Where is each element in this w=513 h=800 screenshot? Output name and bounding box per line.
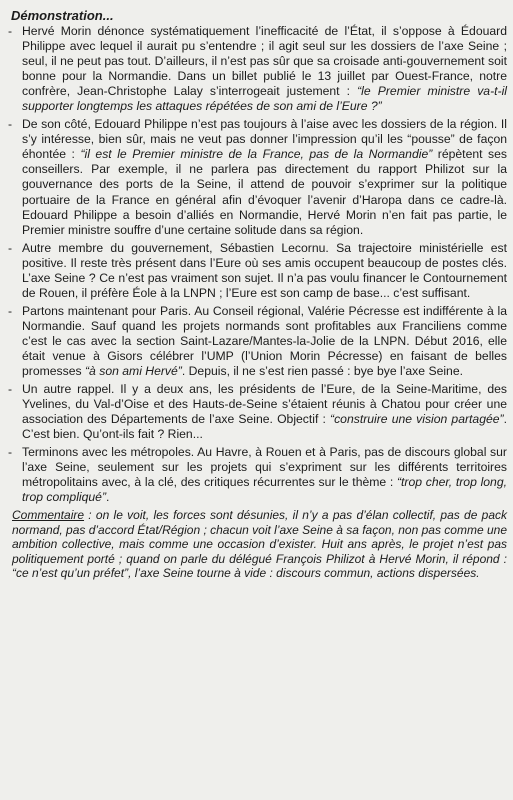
paragraph-item: [7, 241, 507, 301]
paragraph-list: [7, 24, 507, 505]
paragraph-text: Un autre rappel. Il y a deux ans, les présidents de l’Eure, de la Seine-Maritime, des Yvelines, du Val-d’Oise et des Hauts-de-Seine s’étaient réunis à Chatou pour créer une association des Départements de l’axe Seine. Objectif :: [22, 382, 507, 427]
bullet-dash: -: [8, 24, 13, 38]
bullet-dash: -: [8, 445, 13, 460]
commentary-paragraph: [7, 508, 507, 580]
bullet-dash: -: [8, 382, 13, 397]
paragraph-item: [7, 445, 507, 505]
quote-text: “à son ami Hervé”: [85, 364, 182, 379]
quote-text: “trop cher, trop long, trop compliqué”: [22, 475, 507, 505]
commentary-text: : on le voit, les forces sont désunies, il n’y a pas d’élan collectif, pas de pack normand, pas d’accord État/Région ; chacun voit l’axe Seine à sa façon, non pas comme une ambition collective, mais comme une occasion d’exister. Huit ans après, le projet n’est pas politiquement porté ; quand on parle du délégué François Philizot à Hervé Morin, il répond : “ce n’est qu’un préfet”, l’axe Seine tourne à vide : discours commun, actions dispersées.: [12, 508, 507, 581]
section-heading: Démonstration...: [11, 8, 114, 23]
paragraph-text: Autre membre du gouvernement, Sébastien Lecornu. Sa trajectoire ministérielle est positive. Il reste très présent dans l’Eure où ses amis occupent beaucoup de postes clés. L’axe Seine ? Ce n’est pas vraiment son sujet. Il n’a pas voulu financer le Contournement de Rouen, il préfère Éole à la LNPN ; l’Eure est son camp de base... c’est suffisant.: [22, 240, 507, 300]
paragraph-text: Terminons avec les métropoles. Au Havre, à Rouen et à Paris, pas de discours global sur l’axe Seine, seulement sur les projets qui s’expriment sur les différents territoires métropolitains avec, à la clé, des critiques récurrentes sur le thème :: [22, 445, 507, 490]
paragraph-item: [7, 304, 507, 379]
paragraph-text: répètent ses conseillers. Par exemple, il ne parlera pas directement du rapport Philizot sur la gouvernance des ports de la Seine, il attend de pouvoir s’exprimer sur la politique portuaire de la France en général afin d’évoquer l’avenir d’Haropa dans ce cadre-là. Edouard Philippe a besoin d’alliés en Normandie, Hervé Morin n’en fait pas partie, le Premier ministre souffre d’une certaine solitude dans sa région.: [22, 147, 507, 237]
quote-text: “le Premier ministre va-t-il supporter longtemps les attaques répétées de son ami de l’Eure ?”: [22, 84, 507, 114]
commentary-label: Commentaire: [12, 508, 85, 523]
bullet-dash: -: [8, 117, 13, 132]
quote-text: “il est le Premier ministre de la France, pas de la Normandie”: [80, 147, 433, 162]
paragraph-item: [7, 24, 507, 114]
paragraph-text: De son côté, Edouard Philippe n’est pas toujours à l’aise avec les dossiers de la région. Il s’y intéresse, bien sûr, mais ne veut pas donner l’impression qu’il les “pousse” de façon éhontée :: [22, 117, 507, 162]
bullet-dash: -: [8, 303, 13, 318]
quote-text: “construire une vision partagée”: [330, 412, 504, 427]
paragraph-text: .: [106, 490, 110, 505]
paragraph-text: Partons maintenant pour Paris. Au Conseil régional, Valérie Pécresse est indifférente à la Normandie. Sauf quand les projets normands sont profitables aux Franciliens comme c’est le cas avec la section Saint-Lazare/Mantes-la-Jolie de la LNPN. Début 2016, elle était venue à Gisors célébrer l’UMP (l’Union Morin Pécresse) en faisant de belles promesses: [22, 303, 507, 379]
paragraph-text: . Depuis, il ne s’est rien passé : bye bye l’axe Seine.: [181, 364, 463, 379]
paragraph-item: [7, 382, 507, 442]
paragraph-text: . C’est bien. Qu’ont-ils fait ? Rien...: [22, 412, 507, 442]
paragraph-item: [7, 117, 507, 237]
bullet-dash: -: [8, 240, 13, 255]
paragraph-text: Hervé Morin dénonce systématiquement l’inefficacité de l’État, il s’oppose à Édouard Philippe avec lequel il aurait pu s’entendre ; il agit seul sur les dossiers de l’axe Seine ; seul, il ne peut pas tout. D’ailleurs, il n’est pas sûr que sa croisade anti-gouvernement soit bonne pour la Normandie. Dans un billet publié le 13 juillet par Ouest-France, notre confrère, Jean-Christophe Lalay s’interrogeait justement :: [22, 24, 507, 99]
